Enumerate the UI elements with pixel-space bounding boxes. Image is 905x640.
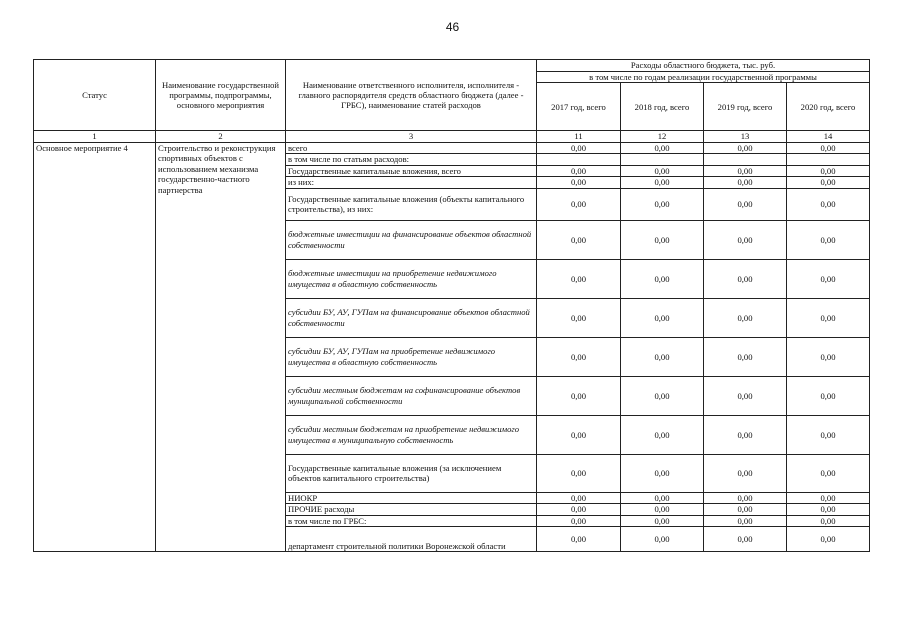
header-expenses: Расходы областного бюджета, тыс. руб.	[537, 60, 870, 72]
cell-value: 0,00	[621, 415, 704, 454]
cell-value: 0,00	[621, 177, 704, 188]
cell-value: 0,00	[621, 220, 704, 259]
row-label: Государственные капитальные вложения (объекты капитального строительства), из них:	[286, 188, 537, 220]
header-by-years: в том числе по годам реализации государственной программы	[537, 72, 870, 83]
cell-value: 0,00	[537, 220, 621, 259]
row-label: из них:	[286, 177, 537, 188]
cell-value: 0,00	[704, 415, 787, 454]
cell-value: 0,00	[787, 337, 870, 376]
cell-value: 0,00	[787, 504, 870, 515]
header-year: 2017 год, всего	[537, 83, 621, 131]
header-executor: Наименование ответственного исполнителя, исполнителя - главного распорядителя средств областного бюджета (далее - ГРБС), наименование статей расходов	[286, 60, 537, 131]
cell-value: 0,00	[537, 376, 621, 415]
row-label: в том числе по ГРБС:	[286, 515, 537, 526]
cell-value: 0,00	[787, 376, 870, 415]
cell-value: 0,00	[537, 527, 621, 552]
cell-value: 0,00	[537, 515, 621, 526]
cell-value: 0,00	[704, 527, 787, 552]
col-number: 2	[156, 131, 286, 142]
cell-value	[621, 154, 704, 165]
cell-value: 0,00	[787, 259, 870, 298]
cell-value: 0,00	[704, 504, 787, 515]
cell-value: 0,00	[621, 454, 704, 492]
col-number: 14	[787, 131, 870, 142]
header-program-name: Наименование государственной программы, подпрограммы, основного мероприятия	[156, 60, 286, 131]
row-label: субсидии местным бюджетам на приобретение недвижимого имущества в муниципальную собственность	[286, 415, 537, 454]
cell-value: 0,00	[787, 515, 870, 526]
cell-value: 0,00	[537, 504, 621, 515]
cell-value: 0,00	[787, 188, 870, 220]
cell-value: 0,00	[704, 188, 787, 220]
row-label: Государственные капитальные вложения, всего	[286, 165, 537, 176]
cell-value: 0,00	[537, 165, 621, 176]
cell-value: 0,00	[537, 337, 621, 376]
cell-value: 0,00	[621, 515, 704, 526]
row-label: субсидии БУ, АУ, ГУПам на финансирование объектов областной собственности	[286, 298, 537, 337]
cell-value: 0,00	[787, 165, 870, 176]
row-label: бюджетные инвестиции на приобретение недвижимого имущества в областную собственность	[286, 259, 537, 298]
col-number: 12	[621, 131, 704, 142]
cell-value: 0,00	[787, 220, 870, 259]
row-status: Основное мероприятие 4	[34, 142, 156, 551]
cell-value: 0,00	[704, 492, 787, 503]
cell-value: 0,00	[704, 515, 787, 526]
cell-value: 0,00	[537, 259, 621, 298]
cell-value: 0,00	[621, 142, 704, 153]
row-label: субсидии БУ, АУ, ГУПам на приобретение недвижимого имущества в областную собственность	[286, 337, 537, 376]
col-number: 11	[537, 131, 621, 142]
cell-value: 0,00	[621, 337, 704, 376]
cell-value: 0,00	[704, 177, 787, 188]
header-year: 2019 год, всего	[704, 83, 787, 131]
cell-value: 0,00	[537, 415, 621, 454]
cell-value: 0,00	[537, 177, 621, 188]
cell-value: 0,00	[704, 142, 787, 153]
cell-value: 0,00	[621, 259, 704, 298]
cell-value: 0,00	[787, 177, 870, 188]
cell-value: 0,00	[787, 415, 870, 454]
cell-value: 0,00	[704, 454, 787, 492]
header-year: 2018 год, всего	[621, 83, 704, 131]
cell-value: 0,00	[621, 188, 704, 220]
page-number: 46	[445, 20, 460, 34]
cell-value: 0,00	[787, 527, 870, 552]
row-label: ПРОЧИЕ расходы	[286, 504, 537, 515]
cell-value: 0,00	[537, 188, 621, 220]
cell-value: 0,00	[704, 376, 787, 415]
cell-value	[537, 154, 621, 165]
cell-value: 0,00	[704, 298, 787, 337]
header-status: Статус	[34, 60, 156, 131]
cell-value: 0,00	[787, 492, 870, 503]
col-number: 13	[704, 131, 787, 142]
row-name: Строительство и реконструкция спортивных объектов с использованием механизма государственно-частного партнерства	[156, 142, 286, 551]
row-label: бюджетные инвестиции на финансирование объектов областной собственности	[286, 220, 537, 259]
cell-value: 0,00	[621, 298, 704, 337]
cell-value: 0,00	[787, 454, 870, 492]
cell-value: 0,00	[537, 492, 621, 503]
cell-value: 0,00	[704, 259, 787, 298]
cell-value: 0,00	[537, 142, 621, 153]
cell-value: 0,00	[704, 220, 787, 259]
cell-value: 0,00	[621, 527, 704, 552]
cell-value: 0,00	[621, 504, 704, 515]
row-label: Государственные капитальные вложения (за исключением объектов капитального строительства)	[286, 454, 537, 492]
cell-value: 0,00	[621, 165, 704, 176]
cell-value: 0,00	[704, 165, 787, 176]
cell-value: 0,00	[787, 298, 870, 337]
row-label: всего	[286, 142, 537, 153]
cell-value: 0,00	[704, 337, 787, 376]
cell-value: 0,00	[537, 454, 621, 492]
row-label: субсидии местным бюджетам на софинансирование объектов муниципальной собственности	[286, 376, 537, 415]
cell-value	[787, 154, 870, 165]
col-number: 1	[34, 131, 156, 142]
expenses-table	[33, 59, 870, 552]
cell-value	[704, 154, 787, 165]
header-year: 2020 год, всего	[787, 83, 870, 131]
row-label: в том числе по статьям расходов:	[286, 154, 537, 165]
row-label: НИОКР	[286, 492, 537, 503]
cell-value: 0,00	[621, 376, 704, 415]
cell-value: 0,00	[537, 298, 621, 337]
col-number: 3	[286, 131, 537, 142]
cell-value: 0,00	[787, 142, 870, 153]
row-label: департамент строительной политики Воронежской области	[286, 527, 537, 552]
cell-value: 0,00	[621, 492, 704, 503]
